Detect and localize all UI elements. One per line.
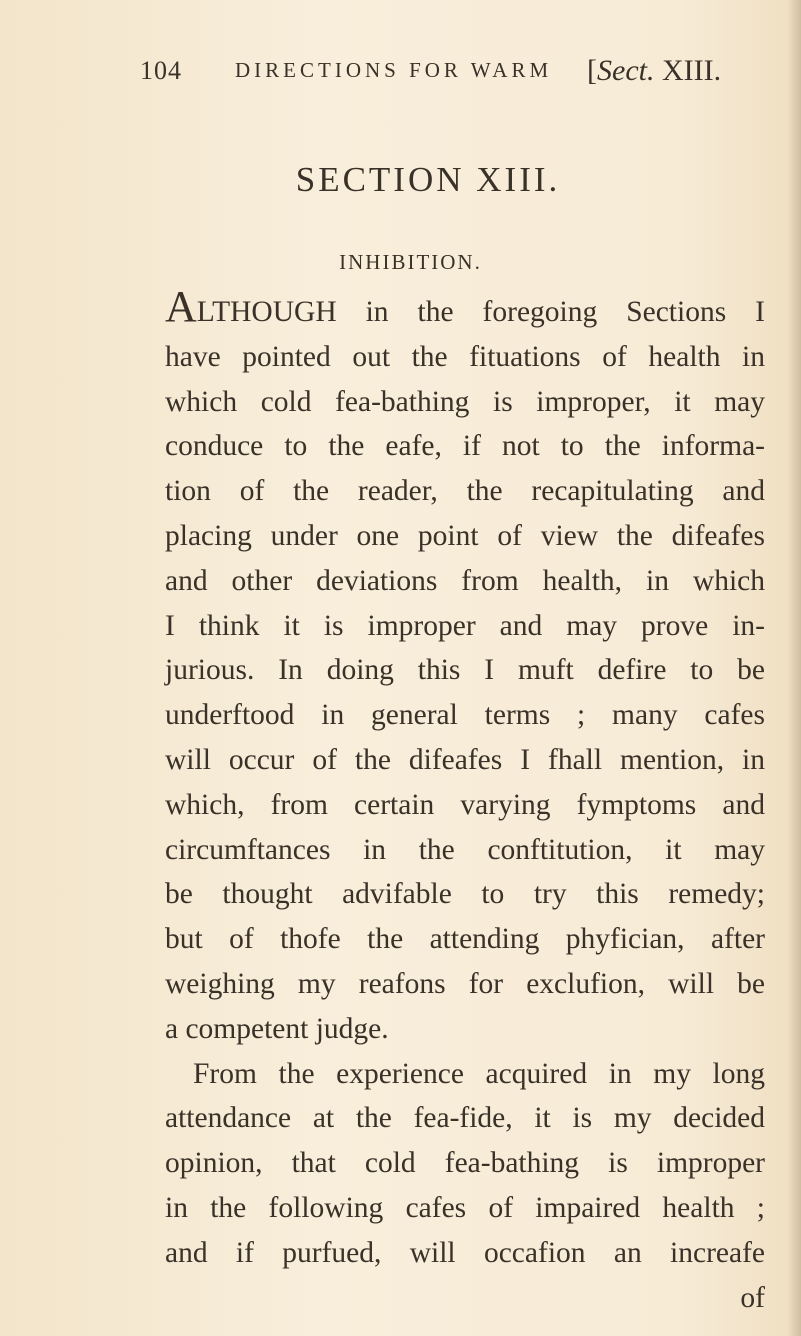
text-line: From the experience acquired in my long [193, 1057, 765, 1090]
section-ref-number: XIII. [654, 54, 722, 87]
running-head [140, 56, 760, 96]
text-line: a competent judge. [165, 1012, 389, 1045]
text-line: which, from certain varying fymptoms and [165, 788, 765, 821]
text-line: but of thofe the attending phyfician, after [165, 923, 765, 956]
text-line: underftood in general terms ; many cafes [165, 699, 765, 732]
page-edge-shadow [787, 0, 801, 1336]
text-line: attendance at the fea-fide, it is my decided [165, 1102, 765, 1135]
section-ref-italic: Sect. [597, 54, 655, 87]
text-line: I think it is improper and may prove in- [165, 609, 765, 642]
text-line: which cold fea-bathing is improper, it may [165, 385, 765, 418]
text-line: placing under one point of view the difeafes [165, 519, 765, 552]
text-line: weighing my reafons for exclufion, will be [165, 967, 765, 1000]
running-title: DIRECTIONS FOR WARM [235, 58, 553, 82]
catchword: of [740, 1281, 765, 1314]
text-line: conduce to the eafe, if not to the informa- [165, 430, 765, 463]
section-ref-bracket: [ [587, 54, 597, 87]
text-line: and other deviations from health, in which [165, 564, 765, 597]
page-number: 104 [140, 56, 182, 85]
text-line: ALTHOUGH in the foregoing Sections I [165, 282, 765, 331]
text-line: be thought advifable to try this remedy; [165, 878, 765, 911]
text-line: opinion, that cold fea-bathing is improper [165, 1147, 765, 1180]
body-text [165, 282, 765, 1320]
text-line: tion of the reader, the recapitulating and [165, 475, 765, 508]
text-line: and if purfued, will occafion an increafe [165, 1236, 765, 1269]
section-subtitle: INHIBITION. [339, 250, 482, 274]
text-line: will occur of the difeafes I fhall mention, in [165, 743, 765, 776]
text-line: jurious. In doing this I muft defire to be [165, 654, 765, 687]
section-title: SECTION XIII. [295, 160, 561, 199]
text-line: have pointed out the fituations of health in [165, 340, 765, 373]
section-reference [587, 54, 721, 88]
text-line: circumftances in the conftitution, it may [165, 833, 765, 866]
drop-cap: A [165, 282, 197, 331]
text-line: in the following cafes of impaired health ; [165, 1191, 765, 1224]
